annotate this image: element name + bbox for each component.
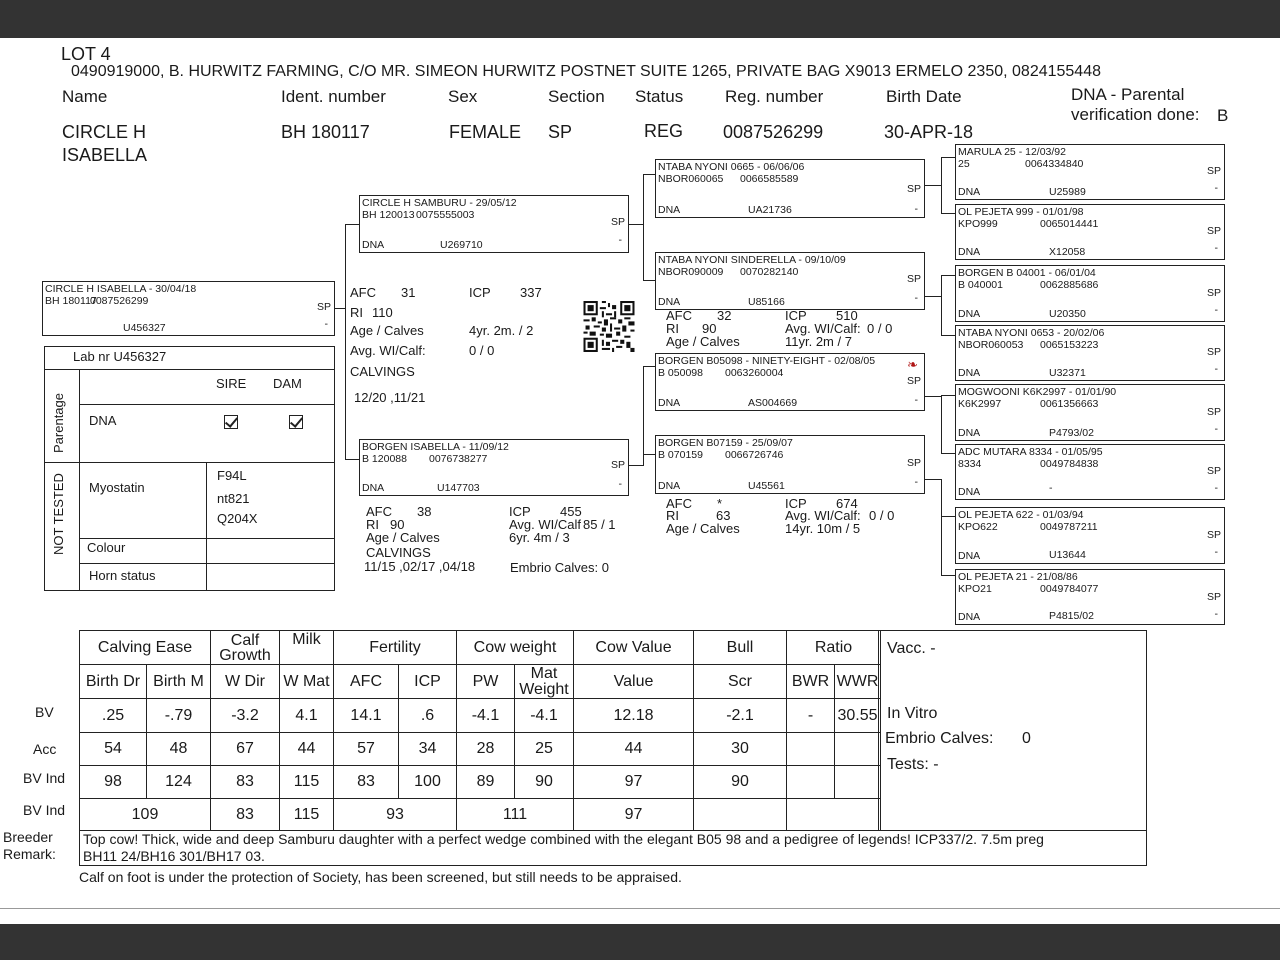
great-grandparent-box-4 bbox=[955, 325, 1225, 381]
great-grandparent-box-1 bbox=[955, 144, 1225, 200]
ggp1-dna-label: DNA bbox=[958, 186, 981, 198]
grandparent-box-3 bbox=[655, 353, 925, 411]
ggp8-dna: P4815/02 bbox=[1049, 610, 1094, 622]
ggp8-sp: SP bbox=[1206, 591, 1221, 603]
subject-dna: U456327 bbox=[123, 322, 166, 334]
dam-box bbox=[359, 439, 629, 496]
header-dna-verification: verification done: bbox=[1071, 105, 1200, 124]
ggp2-dna: X12058 bbox=[1049, 246, 1086, 258]
gp4-id: B 070159 bbox=[658, 449, 703, 461]
ggp1-name: MARULA 25 - 12/03/92 bbox=[958, 146, 1066, 158]
header-sex: Sex bbox=[448, 87, 478, 106]
acc-cell: 54 bbox=[80, 733, 147, 766]
gp2-dna-label: DNA bbox=[658, 296, 681, 308]
sire-dash: - bbox=[618, 234, 622, 246]
award-icon: ❧ bbox=[907, 357, 918, 372]
bv-ind2-cell: 109 bbox=[80, 799, 211, 831]
breeder-address: 0490919000, B. HURWITZ FARMING, C/O MR. SIMEON HURWITZ POSTNET SUITE 1265, PRIVATE BAG X9013 ERMELO 2350, 0824155448 bbox=[71, 63, 1101, 80]
great-grandparent-box-2 bbox=[955, 204, 1225, 260]
bv-cell: .25 bbox=[80, 699, 147, 733]
great-grandparent-box-3 bbox=[955, 265, 1225, 322]
parentage-vertical-label: Parentage bbox=[51, 393, 66, 453]
dam-reg: 0076738277 bbox=[429, 453, 488, 465]
sub-value: Value bbox=[574, 665, 694, 699]
gp1-name: NTABA NYONI 0665 - 06/06/06 bbox=[658, 161, 805, 173]
breeding-values-table bbox=[79, 630, 881, 831]
ggp5-name: MOGWOONI K6K2997 - 01/01/90 bbox=[958, 386, 1117, 398]
gp2-afc-label: AFC bbox=[666, 308, 692, 323]
ggp7-dna-label: DNA bbox=[958, 550, 981, 562]
header-birth: Birth Date bbox=[886, 87, 962, 106]
header-status: Status bbox=[635, 87, 684, 106]
top-dark-bar bbox=[0, 0, 1280, 38]
bv-cell: -3.2 bbox=[211, 699, 280, 733]
dam-calvings: 11/15 ,02/17 ,04/18 bbox=[364, 559, 476, 574]
ggp6-dash: - bbox=[1214, 482, 1218, 494]
animal-icp-label: ICP bbox=[469, 285, 491, 300]
animal-birth: 30-APR-18 bbox=[884, 122, 974, 142]
ggp7-sp: SP bbox=[1206, 529, 1221, 541]
group-milk: Milk bbox=[280, 631, 334, 665]
bv-cell: 4.1 bbox=[280, 699, 334, 733]
header-dna-parental: DNA - Parental bbox=[1071, 85, 1185, 104]
group-ratio: Ratio bbox=[787, 631, 881, 665]
dam-wi: 85 / 1 bbox=[583, 517, 616, 532]
ggp5-reg: 0061356663 bbox=[1040, 398, 1099, 410]
group-cow-value: Cow Value bbox=[574, 631, 694, 665]
myostatin-value-3: Q204X bbox=[217, 511, 258, 526]
gp2-ri: 90 bbox=[702, 321, 717, 336]
gp2-age-label: Age / Calves bbox=[666, 334, 740, 349]
ggp2-dna-label: DNA bbox=[958, 246, 981, 258]
sire-dna-checkbox-icon bbox=[224, 415, 238, 429]
bv-ind2-cell: 97 bbox=[574, 799, 694, 831]
gp2-name: NTABA NYONI SINDERELLA - 09/10/09 bbox=[658, 254, 846, 266]
ggp4-dash: - bbox=[1214, 363, 1218, 375]
ggp5-dna-label: DNA bbox=[958, 427, 981, 439]
gp1-dna: UA21736 bbox=[748, 204, 792, 216]
tests: Tests: - bbox=[887, 756, 939, 773]
group-calf-growth: Calf Growth bbox=[211, 631, 280, 665]
dam-dna-checkbox-icon bbox=[289, 415, 303, 429]
gp4-sp: SP bbox=[906, 457, 921, 469]
colour-label: Colour bbox=[87, 540, 126, 555]
bv-ind-cell: 83 bbox=[211, 766, 280, 799]
breeder-remark-line-1: Top cow! Thick, wide and deep Samburu daughter with a perfect wedge combined with the elegant B05 98 and a pedigree of legends! ICP337/2. 7.5m preg bbox=[83, 831, 1044, 847]
ggp5-dna: P4793/02 bbox=[1049, 427, 1094, 439]
ggp8-dna-label: DNA bbox=[958, 611, 981, 623]
dam-id: B 120088 bbox=[362, 453, 407, 465]
subject-pedigree-box bbox=[42, 281, 335, 336]
animal-icp: 337 bbox=[520, 285, 542, 300]
acc-cell: 44 bbox=[574, 733, 694, 766]
bv-cell: -4.1 bbox=[515, 699, 574, 733]
animal-afc: 31 bbox=[401, 285, 416, 300]
group-cow-weight: Cow weight bbox=[457, 631, 574, 665]
animal-name-line1: CIRCLE H bbox=[62, 122, 147, 142]
gp1-dash: - bbox=[914, 203, 918, 215]
gp3-dna: AS004669 bbox=[748, 397, 798, 409]
gp3-name: BORGEN B05098 - NINETY-EIGHT - 02/08/05 bbox=[658, 355, 876, 367]
bv-cell: -4.1 bbox=[457, 699, 515, 733]
bv-ind-cell bbox=[787, 766, 835, 799]
ggp8-id: KPO21 bbox=[958, 583, 992, 595]
ggp4-id: NBOR060053 bbox=[958, 339, 1024, 351]
footer-note: Calf on foot is under the protection of Society, has been screened, but still needs to be appraised. bbox=[79, 869, 682, 885]
lot-number: LOT 4 bbox=[61, 44, 111, 64]
gp4-wi-label: Avg. WI/Calf: bbox=[785, 508, 861, 523]
bv-cell: 12.18 bbox=[574, 699, 694, 733]
dam-age-label: Age / Calves bbox=[366, 530, 440, 545]
dam-name: BORGEN ISABELLA - 11/09/12 bbox=[362, 441, 509, 453]
gp4-icp-label: ICP bbox=[785, 496, 807, 511]
animal-sex: FEMALE bbox=[449, 122, 522, 142]
sub-birth-m: Birth M bbox=[147, 665, 211, 699]
animal-reg: 0087526299 bbox=[723, 122, 824, 142]
ggp5-dash: - bbox=[1214, 423, 1218, 435]
great-grandparent-box-6 bbox=[955, 444, 1225, 500]
gp3-sp: SP bbox=[906, 375, 921, 387]
gp4-ri: 63 bbox=[716, 508, 731, 523]
sub-bwr: BWR bbox=[787, 665, 835, 699]
dna-verification-value: B bbox=[1217, 106, 1229, 125]
gp2-reg: 0070282140 bbox=[740, 266, 799, 278]
bv-ind-cell: 115 bbox=[280, 766, 334, 799]
ggp4-name: NTABA NYONI 0653 - 20/02/06 bbox=[958, 327, 1105, 339]
subject-reg: 0087526299 bbox=[90, 295, 149, 307]
gp3-id: B 050098 bbox=[658, 367, 703, 379]
ggp7-name: OL PEJETA 622 - 01/03/94 bbox=[958, 509, 1084, 521]
bv-ind2-cell bbox=[694, 799, 787, 831]
animal-status: REG bbox=[644, 121, 684, 141]
breeder-remark-line-2: BH11 24/BH16 301/BH17 03. bbox=[83, 848, 265, 864]
embrio-calves-label: Embrio Calves: bbox=[885, 730, 994, 747]
ggp4-dna: U32371 bbox=[1049, 367, 1086, 379]
myostatin-value-2: nt821 bbox=[217, 491, 250, 506]
gp4-dash: - bbox=[914, 476, 918, 488]
gp2-age: 11yr. 2m / 7 bbox=[785, 334, 852, 349]
ggp4-sp: SP bbox=[1206, 346, 1221, 358]
in-vitro-label: In Vitro bbox=[887, 705, 938, 722]
acc-cell: 48 bbox=[147, 733, 211, 766]
bv-ind2-cell: 111 bbox=[457, 799, 574, 831]
lab-dna-label: DNA bbox=[89, 413, 117, 428]
ggp5-id: K6K2997 bbox=[958, 398, 1002, 410]
horn-status-label: Horn status bbox=[89, 568, 156, 583]
gp3-dash: - bbox=[914, 394, 918, 406]
gp4-name: BORGEN B07159 - 25/09/07 bbox=[658, 437, 793, 449]
ggp1-reg: 0064334840 bbox=[1025, 158, 1084, 170]
sire-reg: 0075555003 bbox=[416, 209, 475, 221]
dam-dna-label: DNA bbox=[362, 482, 385, 494]
row-label-bv: BV bbox=[35, 704, 54, 720]
subject-dash: - bbox=[324, 318, 328, 330]
sub-pw: PW bbox=[457, 665, 515, 699]
dam-embrio-calves: Embrio Calves: 0 bbox=[510, 560, 609, 575]
gp4-age-label: Age / Calves bbox=[666, 521, 740, 536]
animal-wi: 0 / 0 bbox=[469, 343, 495, 358]
ggp2-dash: - bbox=[1214, 242, 1218, 254]
dam-sp: SP bbox=[610, 459, 625, 471]
row-label-bv-ind: BV Ind bbox=[23, 770, 66, 786]
gp2-wi-label: Avg. WI/Calf: bbox=[785, 321, 861, 336]
gp2-id: NBOR090009 bbox=[658, 266, 724, 278]
acc-cell: 25 bbox=[515, 733, 574, 766]
row-label-acc: Acc bbox=[33, 741, 57, 757]
dam-age: 6yr. 4m / 3 bbox=[509, 530, 570, 545]
gp1-reg: 0066585589 bbox=[740, 173, 799, 185]
ggp1-dash: - bbox=[1214, 182, 1218, 194]
ggp2-name: OL PEJETA 999 - 01/01/98 bbox=[958, 206, 1084, 218]
bv-ind-cell: 100 bbox=[399, 766, 457, 799]
bv-ind-cell: 97 bbox=[574, 766, 694, 799]
ggp3-dash: - bbox=[1214, 304, 1218, 316]
sub-w-dir: W Dir bbox=[211, 665, 280, 699]
animal-section: SP bbox=[548, 122, 573, 142]
grandparent-box-1 bbox=[655, 159, 925, 218]
myostatin-value-1: F94L bbox=[217, 468, 247, 483]
bottom-rule bbox=[0, 908, 1280, 909]
bv-cell: -.79 bbox=[147, 699, 211, 733]
gp4-afc-label: AFC bbox=[666, 496, 692, 511]
ggp3-dna-label: DNA bbox=[958, 308, 981, 320]
bv-cell: -2.1 bbox=[694, 699, 787, 733]
bv-ind-cell: 90 bbox=[515, 766, 574, 799]
acc-cell bbox=[787, 733, 835, 766]
not-tested-vertical-label: NOT TESTED bbox=[51, 473, 66, 555]
sub-mat-weight: Mat Weight bbox=[515, 665, 574, 699]
dam-icp-label: ICP bbox=[509, 504, 531, 519]
ggp7-reg: 0049787211 bbox=[1040, 521, 1098, 533]
sire-name: CIRCLE H SAMBURU - 29/05/12 bbox=[362, 197, 517, 209]
animal-ident: BH 180117 bbox=[281, 122, 370, 142]
ggp3-id: B 040001 bbox=[958, 279, 1003, 291]
group-bull: Bull bbox=[694, 631, 787, 665]
header-section: Section bbox=[548, 87, 605, 106]
dam-ri: 90 bbox=[390, 517, 405, 532]
bv-ind-cell: 98 bbox=[80, 766, 147, 799]
sire-sp: SP bbox=[610, 216, 625, 228]
group-calving-ease: Calving Ease bbox=[80, 631, 211, 665]
ggp1-sp: SP bbox=[1206, 165, 1221, 177]
gp4-dna-label: DNA bbox=[658, 480, 681, 492]
ggp5-sp: SP bbox=[1206, 406, 1221, 418]
animal-ri: 110 bbox=[372, 305, 393, 320]
myostatin-label: Myostatin bbox=[89, 480, 145, 495]
ggp3-dna: U20350 bbox=[1049, 308, 1086, 320]
sire-dna-label: DNA bbox=[362, 239, 385, 251]
lab-number: Lab nr U456327 bbox=[73, 349, 167, 364]
ggp7-dna: U13644 bbox=[1049, 549, 1086, 561]
dam-ri-label: RI bbox=[366, 517, 379, 532]
vaccination: Vacc. - bbox=[887, 640, 936, 657]
sub-icp: ICP bbox=[399, 665, 457, 699]
gp2-icp-label: ICP bbox=[785, 308, 807, 323]
ggp4-dna-label: DNA bbox=[958, 367, 981, 379]
ggp6-id: 8334 bbox=[958, 458, 982, 470]
animal-calvings: 12/20 ,11/21 bbox=[354, 390, 426, 405]
gp3-dna-label: DNA bbox=[658, 397, 681, 409]
ggp6-sp: SP bbox=[1206, 465, 1221, 477]
sire-box bbox=[359, 195, 629, 253]
ggp4-reg: 0065153223 bbox=[1040, 339, 1099, 351]
acc-cell bbox=[835, 733, 881, 766]
sire-id: BH 120013 bbox=[362, 209, 415, 221]
gp2-icp: 510 bbox=[836, 308, 858, 323]
group-fertility: Fertility bbox=[334, 631, 457, 665]
gp4-wi: 0 / 0 bbox=[869, 508, 895, 523]
breeder-remark-label-1: Breeder bbox=[3, 829, 53, 845]
grandparent-box-2 bbox=[655, 252, 925, 310]
acc-cell: 44 bbox=[280, 733, 334, 766]
sub-afc: AFC bbox=[334, 665, 399, 699]
breeder-remark-label-2: Remark: bbox=[3, 846, 56, 862]
ggp6-name: ADC MUTARA 8334 - 01/05/95 bbox=[958, 446, 1103, 458]
sub-wwr: WWR bbox=[835, 665, 881, 699]
gp2-dash: - bbox=[914, 292, 918, 304]
header-reg: Reg. number bbox=[725, 87, 824, 106]
bv-ind-cell: 90 bbox=[694, 766, 787, 799]
gp1-sp: SP bbox=[906, 183, 921, 195]
acc-cell: 30 bbox=[694, 733, 787, 766]
ggp1-dna: U25989 bbox=[1049, 186, 1086, 198]
lab-sire-header: SIRE bbox=[216, 376, 247, 391]
animal-afc-label: AFC bbox=[350, 285, 376, 300]
ggp8-name: OL PEJETA 21 - 21/08/86 bbox=[958, 571, 1078, 583]
ggp8-reg: 0049784077 bbox=[1040, 583, 1099, 595]
bv-ind-cell: 124 bbox=[147, 766, 211, 799]
acc-cell: 34 bbox=[399, 733, 457, 766]
animal-age-label: Age / Calves bbox=[350, 323, 424, 338]
gp2-sp: SP bbox=[906, 273, 921, 285]
bv-ind-cell: 83 bbox=[334, 766, 399, 799]
embrio-calves-value: 0 bbox=[1022, 730, 1031, 747]
dam-wi-label: Avg. WI/Calf bbox=[509, 517, 582, 532]
qr-code-icon bbox=[583, 301, 635, 352]
subject-id: BH 180117 bbox=[45, 295, 97, 307]
ggp3-reg: 0062885686 bbox=[1040, 279, 1099, 291]
gp2-dna: U85166 bbox=[748, 296, 785, 308]
gp1-id: NBOR060065 bbox=[658, 173, 724, 185]
bv-cell: 30.55 bbox=[835, 699, 881, 733]
bv-ind-cell: 89 bbox=[457, 766, 515, 799]
gp2-wi: 0 / 0 bbox=[867, 321, 893, 336]
ggp7-dash: - bbox=[1214, 546, 1218, 558]
header-name: Name bbox=[62, 87, 108, 106]
gp4-reg: 0066726746 bbox=[725, 449, 784, 461]
gp4-ri-label: RI bbox=[666, 508, 679, 523]
ggp2-sp: SP bbox=[1206, 225, 1221, 237]
animal-name-line2: ISABELLA bbox=[62, 145, 148, 165]
animal-calvings-label: CALVINGS bbox=[350, 364, 415, 379]
dam-afc-label: AFC bbox=[366, 504, 392, 519]
gp2-ri-label: RI bbox=[666, 321, 679, 336]
great-grandparent-box-5 bbox=[955, 384, 1225, 441]
gp4-icp: 674 bbox=[836, 496, 858, 511]
ggp6-dna-label: DNA bbox=[958, 486, 981, 498]
lab-panel bbox=[44, 346, 335, 591]
subject-sp: SP bbox=[316, 301, 331, 313]
ggp8-dash: - bbox=[1214, 608, 1218, 620]
ggp7-id: KPO622 bbox=[958, 521, 998, 533]
ggp1-id: 25 bbox=[958, 158, 970, 170]
animal-ri-label: RI bbox=[350, 305, 363, 320]
gp3-reg: 0063260004 bbox=[725, 367, 784, 379]
dam-afc: 38 bbox=[417, 504, 432, 519]
great-grandparent-box-8 bbox=[955, 569, 1225, 625]
acc-cell: 67 bbox=[211, 733, 280, 766]
ggp6-reg: 0049784838 bbox=[1040, 458, 1099, 470]
acc-cell: 28 bbox=[457, 733, 515, 766]
ggp3-sp: SP bbox=[1206, 287, 1221, 299]
gp4-afc: * bbox=[717, 496, 723, 511]
sub-birth-dr: Birth Dr bbox=[80, 665, 147, 699]
gp4-dna: U45561 bbox=[748, 480, 785, 492]
great-grandparent-box-7 bbox=[955, 507, 1225, 564]
dam-dash: - bbox=[618, 478, 622, 490]
ggp2-id: KPO999 bbox=[958, 218, 998, 230]
bv-cell: 14.1 bbox=[334, 699, 399, 733]
gp1-dna-label: DNA bbox=[658, 204, 681, 216]
sub-scr: Scr bbox=[694, 665, 787, 699]
bv-ind2-cell: 93 bbox=[334, 799, 457, 831]
acc-cell: 57 bbox=[334, 733, 399, 766]
gp4-age: 14yr. 10m / 5 bbox=[785, 521, 861, 536]
ggp6-dna: - bbox=[1049, 482, 1053, 494]
bv-cell: .6 bbox=[399, 699, 457, 733]
gp2-afc: 32 bbox=[717, 308, 732, 323]
animal-wi-label: Avg. WI/Calf: bbox=[350, 343, 426, 358]
row-label-bv-ind-2: BV Ind bbox=[23, 802, 66, 818]
header-ident: Ident. number bbox=[281, 87, 386, 106]
sire-dna: U269710 bbox=[440, 239, 483, 251]
bottom-dark-bar bbox=[0, 924, 1280, 960]
bv-ind2-cell: 115 bbox=[280, 799, 334, 831]
subject-name: CIRCLE H ISABELLA - 30/04/18 bbox=[45, 283, 197, 295]
dam-icp: 455 bbox=[560, 504, 582, 519]
dam-calvings-label: CALVINGS bbox=[366, 545, 431, 560]
ggp3-name: BORGEN B 04001 - 06/01/04 bbox=[958, 267, 1096, 279]
bv-ind2-cell: 83 bbox=[211, 799, 280, 831]
grandparent-box-4 bbox=[655, 435, 925, 494]
bv-ind-cell bbox=[835, 766, 881, 799]
dam-dna: U147703 bbox=[437, 482, 480, 494]
ggp2-reg: 0065014441 bbox=[1040, 218, 1099, 230]
bv-ind2-cell bbox=[787, 799, 881, 831]
animal-age: 4yr. 2m. / 2 bbox=[469, 323, 534, 338]
sub-w-mat: W Mat bbox=[280, 665, 334, 699]
bv-cell: - bbox=[787, 699, 835, 733]
lab-dam-header: DAM bbox=[273, 376, 302, 391]
